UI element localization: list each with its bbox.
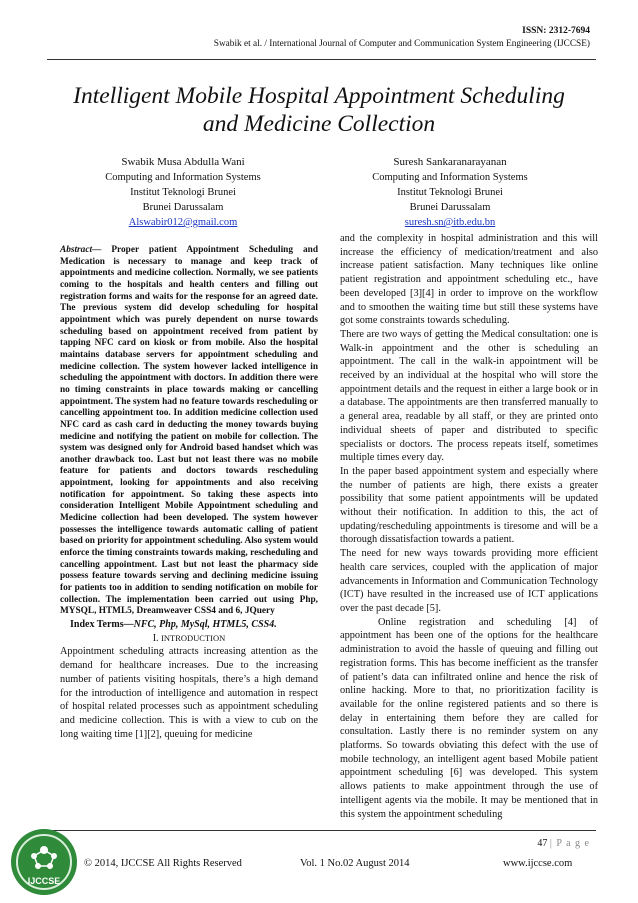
paper-title (20, 82, 618, 138)
author-name: Suresh Sankaranarayanan (393, 156, 507, 168)
author-email-link[interactable]: Alswabir012@gmail.com (128, 217, 238, 228)
author-dept: Computing and Information Systems (105, 172, 261, 183)
section-title: INTRODUCTION (161, 632, 226, 643)
footer-copyright: © 2014, IJCCSE All Rights Reserved (84, 858, 242, 869)
right-column (340, 232, 598, 821)
running-header: Swabik et al. / International Journal of Computer and Communication System Engineering (IJCCSE) (213, 39, 590, 49)
left-column (60, 245, 318, 741)
page-label: | P a g e (549, 838, 590, 849)
issn-label: ISSN: 2312-7694 (522, 26, 590, 36)
index-terms (60, 618, 318, 632)
author-name: Swabik Musa Abdulla Wani (121, 156, 245, 168)
footer-rule (47, 830, 596, 831)
abstract-label: Abstract (60, 245, 93, 255)
author-email-link[interactable]: suresh.sn@itb.edu.bn (404, 217, 496, 228)
journal-logo-icon (8, 826, 80, 898)
footer-volume: Vol. 1 No.02 August 2014 (300, 858, 410, 869)
intro-paragraph: Appointment scheduling attracts increasing attention as the demand for healthcare increases. Due to the increasing number of patients visiting hospitals, there’s a high demand for the introduction of intelligence and automation in respect of hospital related processes such as appointment scheduling and medicine collection. This is with a view to cub on the long waiting time [1][2], queuing for medicine (60, 646, 318, 740)
abstract-text: — Proper patient Appointment Scheduling and Medication is necessary to manage and keep track of appointments and medicine collection. Normally, we see patients coming to the hospitals and health centers and filling out registration forms and waits for the response for an agreed date. The previous system did develop scheduling for hospital appointment which was purely dependent on nurse towards scheduling based on appointment received from patient by tapping NFC card on kiosk or from mobile. Also the hospital maintains database servers for appointment scheduling and medicine collection. The system however lacked intelligence in scheduling the appointment with doctors. In addition there were no timing constraints in place towards making or cancelling appointment. The system had no feature towards rescheduling or cancelling appointment too. In addition medicine collection used NFC card as cash card in deducting the money towards buying medicine and notifying the patient on mobile for collection. The system was designed only for Android based handset which was another drawback too. Last but not least there was no mobile feature for patients and doctors towards rescheduling appointment, looking for appointments and also receiving notification for appointment. So taking these aspects into consideration Intelligent Mobile Appointment scheduling and Medicine collection had been developed. The system however possesses the intelligence towards automatic calling of patient based on priority for appointment scheduling. Also system would enforce the timing constraints towards making, rescheduling and cancelling appointment. Last but not least the pharmacy side possess feature towards serving and declining medicine issuing for patients too in addition to sending notification on mobile for collection. The implementation been carried out using Php, MYSQL, HTML5, Dreamweaver CSS4 and 6, JQuery (60, 245, 319, 617)
author-institute: Institut Teknologi Brunei (130, 187, 236, 198)
author-place: Brunei Darussalam (409, 202, 491, 213)
author-institute: Institut Teknologi Brunei (397, 187, 503, 198)
page-num-value: 47 (537, 838, 548, 849)
section-number: I. (152, 632, 159, 644)
author-block-1 (78, 155, 288, 230)
body-paragraph: The need for new ways towards providing more efficient health care services, coupled with the application of major advancements in Information and Communication Technology (ICT) have resulted in the increased use of ICT applications over the past decade [5]. (340, 548, 598, 614)
body-paragraph: In the paper based appointment system and especially where the number of patients are high, there exists a greater possibility that some patient appointments will be updated without their notification. In addition to this, the act of updating/rescheduling appointments is tiresome and will be a thorough dissatisfaction towards a patient. (340, 465, 598, 546)
header-rule (47, 59, 596, 60)
author-dept: Computing and Information Systems (372, 172, 528, 183)
title-line-1: Intelligent Mobile Hospital Appointment Scheduling (73, 83, 565, 109)
index-terms-label: Index Terms— (70, 619, 134, 630)
section-heading-introduction (60, 632, 318, 646)
journal-logo (8, 826, 80, 898)
body-paragraph: and the complexity in hospital administration and this will increase the efficiency of medication/treatment and also increase patient satisfaction. Many techniques like online patient registration and appointment scheduling etc., have been developed [3][4] in order to improve on the workflow and to smoothen the waiting time but still these systems have got some constraints towards scheduling. (340, 233, 598, 327)
body-paragraph: Online registration and scheduling [4] of appointment has been one of the options for the healthcare administration to avoid the hassle of queuing and filling out registration forms. This has become inefficient as the transfer of patient’s data can infiltrated online and hence the risk of online hacking. More to that, no prioritization facility is available for the online registered patients and so there is delay in entertaining them before they are called for consultation. Lastly there is no reminder system on any platforms. So towards obviating this defect with the use of mobile technology, an intelligent agent based Mobile patient appointment scheduling [6] was developed. This system allows patients to make appointment through the use of intelligent agents via the mobile. It may be mentioned that in this system the appointment scheduling (340, 616, 598, 820)
abstract (60, 245, 318, 618)
author-place: Brunei Darussalam (142, 202, 224, 213)
body-paragraph: There are two ways of getting the Medical consultation: one is Walk-in appointment and the other is scheduling an appointment. The call in the walk-in appointment will be received by an individual at the hospital who will store the appointment details and the request in either a large book or in a database. The appointments are then transferred manually to a general area, readable by all staff, or they are printed onto individual sheets of paper and distributed to specific specialists or doctors. The process repeats itself, sometimes multiple times every day. (340, 328, 598, 464)
title-line-2: and Medicine Collection (202, 111, 436, 137)
index-terms-text: NFC, Php, MySql, HTML5, CSS4. (133, 619, 277, 630)
svg-text:IJCCSE: IJCCSE (27, 876, 61, 886)
footer-website[interactable]: www.ijccse.com (503, 858, 573, 869)
author-block-2 (345, 155, 555, 230)
page-number (537, 838, 590, 849)
